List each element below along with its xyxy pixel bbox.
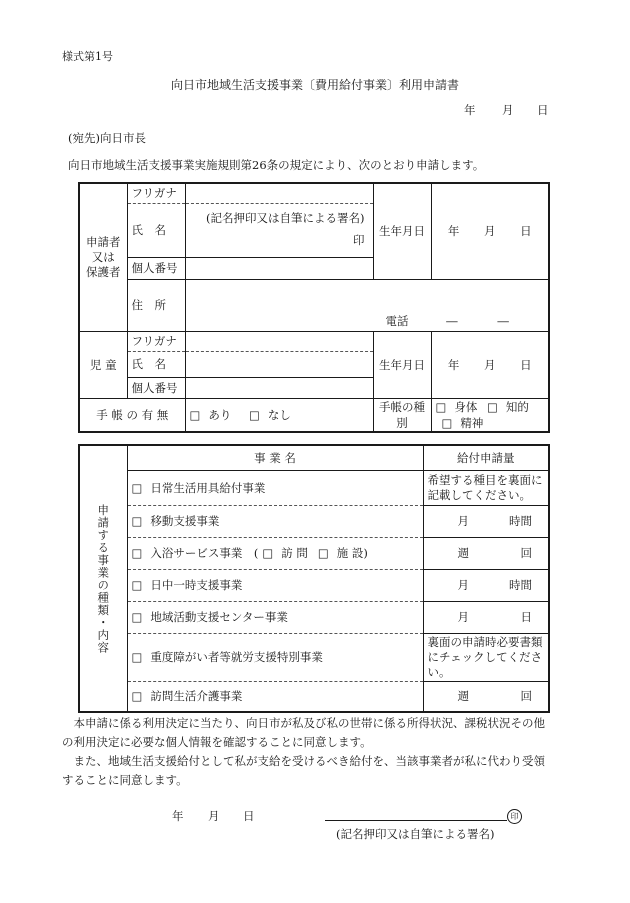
phone-dash: ― xyxy=(446,313,458,328)
child-birth-month: 月 xyxy=(483,357,496,372)
seal-mark: 印 xyxy=(353,232,365,247)
furigana-label: フリガナ xyxy=(127,183,185,203)
addressee: (宛先)向日市長 xyxy=(68,131,146,145)
amount-value: 回 xyxy=(520,689,532,704)
service-row[interactable] xyxy=(127,601,423,633)
checkbox-intellect[interactable]: □ xyxy=(487,399,498,414)
name-label: 氏 名 xyxy=(127,203,185,257)
service-amount[interactable] xyxy=(423,681,549,712)
document-title: 向日市地域生活支援事業〔費用給付事業〕利用申請書 xyxy=(170,78,459,92)
amount-unit: 月 xyxy=(457,610,469,624)
service-note: 希望する種目を裏面に記載してください。 xyxy=(423,470,549,505)
amount-value: 回 xyxy=(520,546,532,560)
service-checkbox[interactable]: □ xyxy=(131,546,143,560)
consent-paragraph-2: また、地域生活支援給付として私が支給を受けるべき給付を、当該事業者が私に代わり受領することに同意します。 xyxy=(62,754,545,787)
service-amount[interactable] xyxy=(423,537,549,569)
type-body-label: 身体 xyxy=(454,399,478,414)
amount-unit: 月 xyxy=(457,514,469,528)
checkbox-yes[interactable]: □ xyxy=(189,407,201,422)
child-birthdate-label: 生年月日 xyxy=(373,331,431,398)
handbook-types xyxy=(431,398,549,432)
child-name-field[interactable] xyxy=(185,351,373,377)
handbook-type-label: 手帳の種別 xyxy=(373,398,431,432)
option-label: 訪 問 xyxy=(281,546,308,560)
option-checkbox[interactable]: □ xyxy=(262,546,274,560)
child-name-label: 氏 名 xyxy=(127,351,185,377)
amount-value: 時間 xyxy=(509,578,532,592)
service-checkbox[interactable]: □ xyxy=(131,610,143,624)
phone-dash: ― xyxy=(497,313,509,328)
phone-label: 電話 xyxy=(385,313,409,328)
service-checkbox[interactable]: □ xyxy=(131,480,143,495)
service-checkbox[interactable]: □ xyxy=(131,514,143,528)
service-checkbox[interactable]: □ xyxy=(131,578,143,592)
child-label: 児 童 xyxy=(79,331,127,398)
date-day: 日 xyxy=(537,103,549,117)
consent-paragraph-1: 本申請に係る利用決定に当たり、向日市が私及び私の世帯に係る所得状況、課税状況その他の利用決定に必要な個人情報を確認することに同意します。 xyxy=(62,716,545,749)
furigana-field[interactable] xyxy=(185,183,373,203)
option-label: 施 設) xyxy=(336,546,368,560)
option-yes-label: あり xyxy=(208,407,232,422)
individual-number-field[interactable] xyxy=(185,257,373,279)
service-row[interactable] xyxy=(127,505,423,537)
services-group-label: 申請する事業の種類・内容 xyxy=(79,445,127,712)
birthdate-label: 生年月日 xyxy=(373,183,431,279)
child-birth-day: 日 xyxy=(520,357,532,372)
seal-mark: 印 xyxy=(507,809,522,824)
address-field[interactable] xyxy=(185,279,549,331)
name-signature-field[interactable] xyxy=(185,203,373,257)
col-service-header: 事 業 名 xyxy=(127,445,423,470)
applicant-table xyxy=(78,182,550,433)
checkbox-body[interactable]: □ xyxy=(435,399,447,414)
signature-note: (記名押印又は自筆による署名) xyxy=(206,210,365,225)
date-year: 年 xyxy=(464,103,476,117)
birthdate-field[interactable] xyxy=(431,183,549,279)
footer-signature-note: (記名押印又は自筆による署名) xyxy=(336,827,495,841)
service-name: 入浴サービス事業 ( xyxy=(150,546,259,560)
service-row[interactable] xyxy=(127,681,423,712)
signature-line[interactable] xyxy=(325,820,507,821)
service-amount[interactable] xyxy=(423,505,549,537)
footer-month: 月 xyxy=(208,809,220,823)
phone-row xyxy=(386,313,509,329)
service-name: 日中一時支援事業 xyxy=(150,578,243,592)
child-furigana-label: フリガナ xyxy=(127,331,185,351)
amount-unit: 週 xyxy=(457,689,469,704)
checkbox-no[interactable]: □ xyxy=(249,407,260,422)
handbook-options xyxy=(185,398,373,432)
footer-year: 年 xyxy=(172,809,184,823)
service-name: 訪問生活介護事業 xyxy=(150,689,243,704)
form-number: 様式第1号 xyxy=(62,50,113,63)
service-row[interactable] xyxy=(127,633,423,681)
service-row[interactable] xyxy=(127,470,423,505)
service-row[interactable] xyxy=(127,569,423,601)
child-individual-number-label: 個人番号 xyxy=(127,377,185,398)
service-name: 日常生活用具給付事業 xyxy=(150,480,266,495)
service-checkbox[interactable]: □ xyxy=(131,689,143,704)
services-table xyxy=(78,444,550,713)
amount-unit: 月 xyxy=(457,578,469,592)
individual-number-label: 個人番号 xyxy=(127,257,185,279)
service-name: 移動支援事業 xyxy=(150,514,220,528)
col-amount-header: 給付申請量 xyxy=(423,445,549,470)
child-birth-year: 年 xyxy=(447,357,460,372)
type-mental-label: 精神 xyxy=(460,415,484,430)
type-intellect-label: 知的 xyxy=(505,399,529,414)
amount-value: 日 xyxy=(520,610,532,624)
handbook-label: 手 帳 の 有 無 xyxy=(79,398,185,432)
child-birthdate-field[interactable] xyxy=(431,331,549,398)
service-amount[interactable] xyxy=(423,569,549,601)
birth-month: 月 xyxy=(483,224,496,239)
birth-day: 日 xyxy=(520,224,532,239)
birth-year: 年 xyxy=(447,224,460,239)
child-furigana-field[interactable] xyxy=(185,331,373,351)
service-name: 重度障がい者等就労支援特別事業 xyxy=(150,650,323,664)
checkbox-mental[interactable]: □ xyxy=(441,415,453,430)
service-checkbox[interactable]: □ xyxy=(131,650,143,664)
option-checkbox[interactable]: □ xyxy=(317,546,329,560)
amount-unit: 週 xyxy=(457,546,469,560)
service-row[interactable] xyxy=(127,537,423,569)
footer-day: 日 xyxy=(243,809,255,823)
applicant-group-label: 申請者 又は 保護者 xyxy=(79,183,127,331)
service-name: 地域活動支援センター事業 xyxy=(150,610,288,624)
child-individual-number-field[interactable] xyxy=(185,377,373,398)
amount-value: 時間 xyxy=(509,514,532,528)
preamble: 向日市地域生活支援事業実施規則第26条の規定により、次のとおり申請します。 xyxy=(68,158,485,172)
address-label: 住 所 xyxy=(127,279,185,331)
service-note: 裏面の申請時必要書類にチェックしてください。 xyxy=(423,633,549,681)
option-no-label: なし xyxy=(267,407,291,422)
date-month: 月 xyxy=(502,103,514,117)
service-amount[interactable] xyxy=(423,601,549,633)
